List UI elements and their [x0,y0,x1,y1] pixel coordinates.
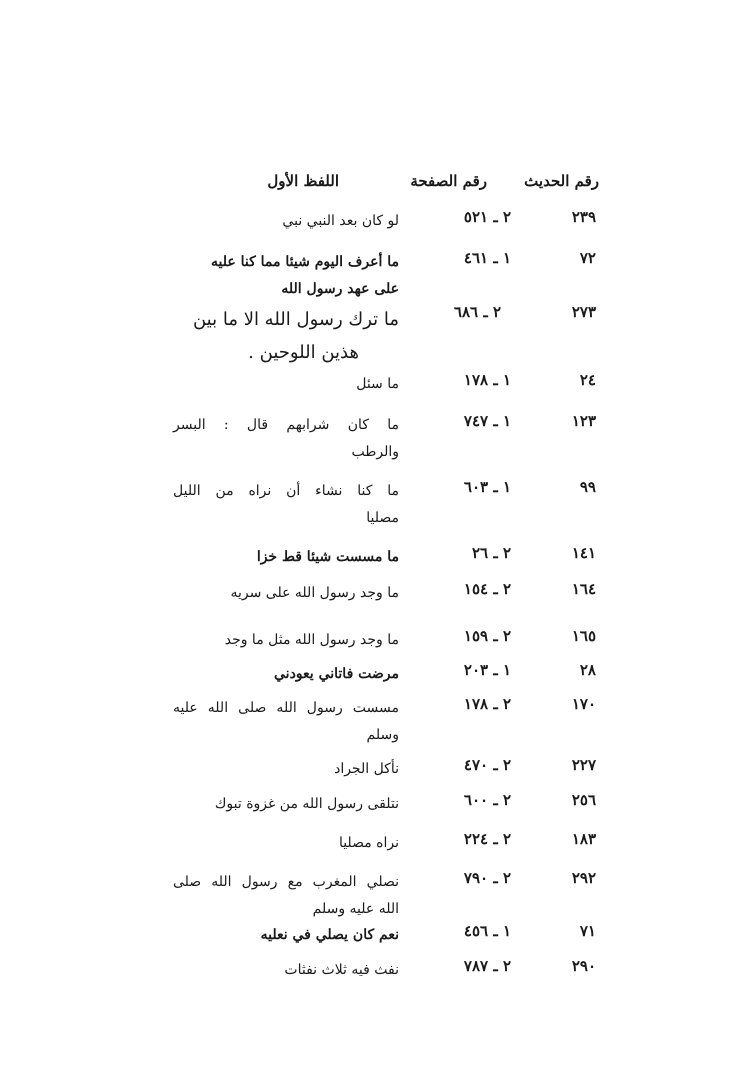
page-ref: ٢ ـ ٧٩٠ [463,869,511,887]
page-ref: ١ ـ ١٧٨ [463,371,511,389]
hadith-number: ٩٩ [579,478,596,496]
first-word [173,249,399,303]
first-word [167,830,399,857]
page-ref: ١ ـ ٦٠٣ [463,478,511,496]
header-hadith-number: رقم الحديث [524,172,599,190]
first-word-line: الله عليه وسلم [312,901,399,917]
hadith-number: ٢٢٧ [571,756,596,774]
first-word [173,695,399,749]
hadith-number: ٢٧٣ [571,303,596,321]
first-word [167,922,399,949]
first-word-line: ما أعرف اليوم شيئا مما كنا عليه [211,254,399,270]
hadith-number: ١٢٣ [571,412,596,430]
page-ref: ٢ ـ ١٧٨ [463,695,511,713]
hadith-number: ٢٨ [579,661,596,679]
header-first-word: اللفظ الأول [267,172,339,190]
first-word [167,661,399,688]
first-word-line: نتلقى رسول الله من غزوة تبوك [214,796,399,812]
hadith-number: ٢٤ [579,371,596,389]
first-word-line: نأكل الجراد [334,761,399,777]
page-ref: ٢ ـ ٤٧٠ [463,756,511,774]
first-word-line: ما كنا نشاء أن نراه من الليل [173,483,399,499]
hadith-number: ٧٢ [579,249,596,267]
first-word [167,208,399,235]
page-ref: ٢ ـ ٥٢١ [463,208,511,226]
first-word-line: مصليا [366,510,399,526]
first-word-line: ما كان شرابهم قال : البسر [173,417,399,433]
page-ref: ٢ ـ ٦٨٦ [453,303,501,321]
first-word [173,869,399,923]
first-word-line: والرطب [351,444,399,460]
first-word [163,303,399,369]
hadith-number: ٢٥٦ [571,791,596,809]
page-ref: ١ ـ ٢٠٣ [463,661,511,679]
page-ref: ٢ ـ ١٥٩ [463,627,511,645]
first-word-line: وسلم [366,727,399,743]
first-word [167,580,399,607]
first-word [167,791,399,818]
hadith-number: ٧١ [579,922,596,940]
first-word-line: ما وجد رسول الله على سريه [230,585,399,601]
first-word [167,627,399,654]
page-ref: ٢ ـ ١٥٤ [463,580,511,598]
page-ref: ١ ـ ٤٥٦ [463,922,511,940]
hadith-number: ١٨٣ [571,830,596,848]
first-word-line: نعم كان يصلي في نعليه [260,927,399,943]
first-word-line: لو كان بعد النبي نبي [282,213,399,229]
first-word [167,544,399,571]
first-word-line: على عهد رسول الله [281,281,399,297]
page-ref: ٢ ـ ٢٢٤ [463,830,511,848]
first-word-line: هذين اللوحين . [248,342,359,363]
page-ref: ٢ ـ ٢٦ [471,544,511,562]
first-word-line: نراه مصليا [338,835,399,851]
hadith-number: ١٦٤ [571,580,596,598]
hadith-number: ٢٣٩ [571,208,596,226]
header-page-number: رقم الصفحة [410,172,487,190]
hadith-number: ١٤١ [571,544,596,562]
hadith-number: ١٧٠ [571,695,596,713]
first-word [167,957,399,984]
first-word [167,371,399,398]
first-word-line: ما وجد رسول الله مثل ما وجد [224,632,399,648]
first-word [167,756,399,783]
hadith-number: ٢٩٢ [571,869,596,887]
first-word-line: ما مسست شيئا قط خزا [256,549,399,565]
page-ref: ١ ـ ٤٦١ [463,249,511,267]
page-ref: ٢ ـ ٧٨٧ [463,957,511,975]
page-ref: ٢ ـ ٦٠٠ [463,791,511,809]
first-word-line: ما ترك رسول الله الا ما بين [192,309,399,330]
first-word-line: مرضت فاتاني يعودني [274,666,399,682]
first-word-line: نصلي المغرب مع رسول الله صلى [173,874,399,890]
first-word-line: مسست رسول الله صلى الله عليه [173,700,399,716]
hadith-number: ١٦٥ [571,627,596,645]
page-ref: ١ ـ ٧٤٧ [463,412,511,430]
first-word [173,412,399,466]
first-word [173,478,399,532]
first-word-line: نفث فيه ثلاث نفثات [284,962,399,978]
hadith-number: ٢٩٠ [571,957,596,975]
first-word-line: ما سئل [356,376,399,392]
